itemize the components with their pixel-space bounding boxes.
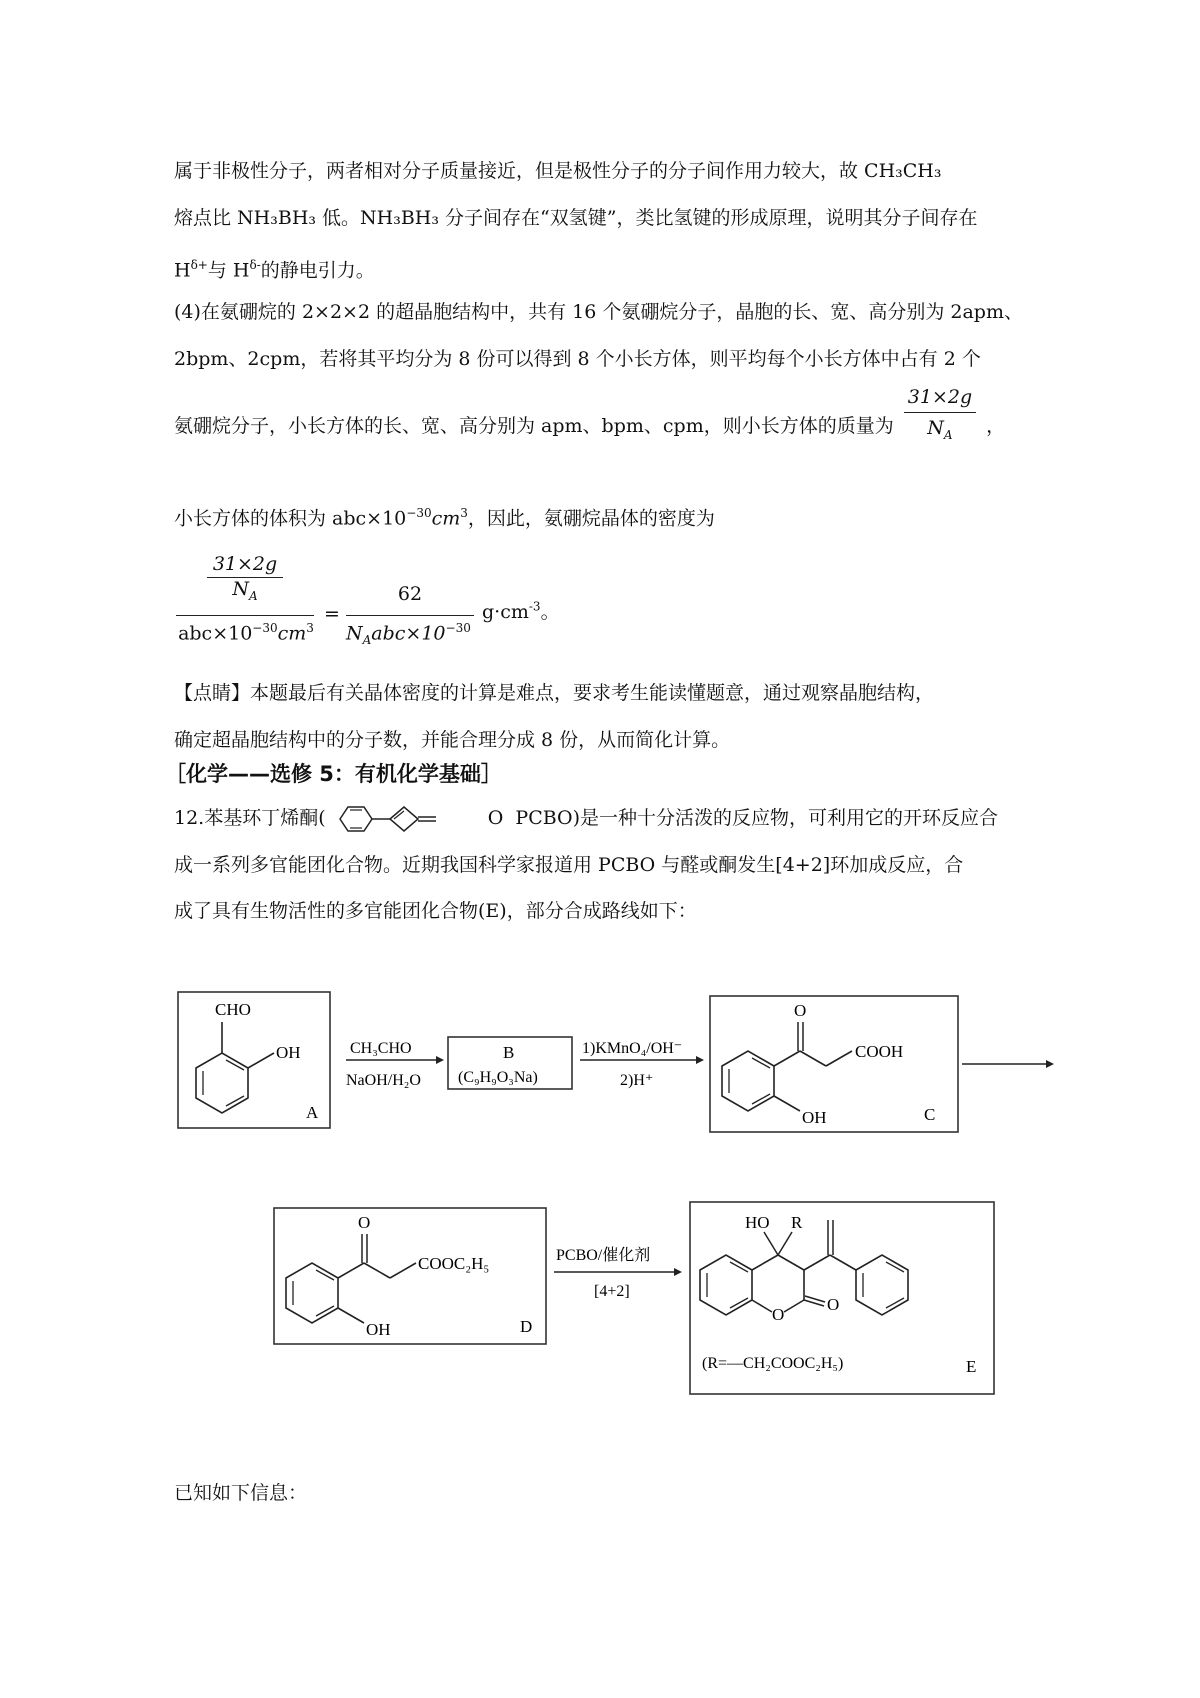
- svg-text:2)H⁺: 2)H⁺: [620, 1072, 654, 1089]
- compound-a: [178, 992, 330, 1128]
- compound-e: [690, 1202, 994, 1394]
- svg-text:O: O: [358, 1213, 371, 1232]
- pcbo-structure-icon: [332, 804, 482, 834]
- svg-text:COOH: COOH: [855, 1042, 904, 1061]
- paragraph-line-1: 属于非极性分子，两者相对分子质量接近，但是极性分子的分子间作用力较大，故 CH₃CH₃: [174, 160, 942, 182]
- density-bottom: $abc\times 10^{-30}cm^3$: [178, 621, 314, 645]
- question12-line-2: 成一系列多官能团化合物。近期我国科学家报道用 PCBO 与醛或酮发生[4+2]环加成反应，合: [174, 854, 964, 876]
- svg-text:OH: OH: [802, 1108, 827, 1127]
- reaction-scheme: [0, 980, 1200, 1440]
- svg-text:[4+2]: [4+2]: [594, 1283, 630, 1300]
- question12-line-1: 12.苯基环丁烯酮( O PCBO)是一种十分活泼的反应物，可利用它的开环反应合: [174, 804, 998, 834]
- compound-c: [710, 996, 958, 1132]
- arrow-1: [346, 1040, 444, 1089]
- compound-b: [448, 1037, 572, 1089]
- svg-text:O: O: [827, 1295, 840, 1314]
- svg-text:O: O: [772, 1305, 785, 1324]
- section-title: ［化学——选修 5：有机化学基础］: [165, 762, 502, 786]
- paragraph-line-2: 熔点比 NH₃BH₃ 低。NH₃BH₃ 分子间存在“双氢键”，类比氢键的形成原理，说明其分子间存在: [174, 207, 978, 229]
- density-top-num: 31×2g: [207, 553, 283, 578]
- svg-text:PCBO/催化剂: PCBO/催化剂: [556, 1247, 651, 1264]
- svg-text:E: E: [966, 1357, 977, 1376]
- svg-text:HO: HO: [745, 1213, 770, 1232]
- paragraph-line-5: 2bpm、2cpm，若将其平均分为 8 份可以得到 8 个小长方体，则平均每个小长方体中占有 2 个: [174, 348, 981, 370]
- svg-text:(C₉H₉O₃Na): (C₉H₉O₃Na): [458, 1069, 538, 1086]
- footer-line: 已知如下信息：: [174, 1482, 308, 1504]
- a-label: A: [306, 1103, 319, 1122]
- svg-text:O: O: [794, 1001, 807, 1020]
- svg-text:1)KMnO₄/OH⁻: 1)KMnO₄/OH⁻: [582, 1040, 683, 1057]
- svg-text:C: C: [924, 1105, 936, 1124]
- equals-sign: =: [324, 603, 340, 625]
- arrow-2: [580, 1040, 704, 1089]
- svg-text:COOC₂H₅: COOC₂H₅: [418, 1254, 490, 1273]
- mass-fraction: $\frac{31\times 2g}{N_A}$: [904, 384, 976, 448]
- compound-d: [274, 1208, 546, 1344]
- svg-text:R: R: [791, 1213, 803, 1232]
- a-cho: CHO: [215, 1000, 251, 1019]
- svg-text:D: D: [520, 1317, 533, 1336]
- question12-line-3: 成了具有生物活性的多官能团化合物(E)，部分合成路线如下：: [174, 900, 697, 922]
- arrow-continue: [962, 1060, 1054, 1068]
- a-oh: OH: [276, 1043, 301, 1062]
- density-right-num: 62: [397, 583, 423, 605]
- svg-text:CH₃CHO: CH₃CHO: [350, 1040, 412, 1057]
- note-line-2: 确定超晶胞结构中的分子数，并能合理分成 8 份，从而简化计算。: [174, 729, 731, 751]
- paragraph-line-4: (4)在氨硼烷的 2×2×2 的超晶胞结构中，共有 16 个氨硼烷分子，晶胞的长、宽、高分别为 2apm、: [174, 301, 1023, 323]
- paragraph-line-7: 小长方体的体积为 $abc\times 10^{-30}cm^3$，因此，氨硼烷晶体的密度为: [174, 506, 715, 530]
- density-formula: $\frac{31\times 2g}{N_A}$ $abc\times 10^{-30}cm^3$ = 62 $N_Aabc\times 10^{-30}$ $g\cdot cm^{-3}$。: [176, 553, 576, 663]
- note-line-1: 【点睛】本题最后有关晶体密度的计算是难点，要求考生能读懂题意，通过观察晶胞结构，: [174, 682, 935, 704]
- density-right-den: $N_Aabc\times 10^{-30}$: [346, 621, 471, 648]
- paragraph-line-3: $H^{\delta+}$与 $H^{\delta-}$的静电引力。: [174, 258, 375, 282]
- density-unit: $g\cdot cm^{-3}$。: [482, 599, 560, 623]
- svg-text:NaOH/H₂O: NaOH/H₂O: [346, 1072, 421, 1089]
- arrow-3: [554, 1245, 682, 1300]
- svg-text:OH: OH: [366, 1320, 391, 1339]
- paragraph-line-6: 氨硼烷分子，小长方体的长、宽、高分别为 apm、bpm、cpm，则小长方体的质量为 $\frac{31\times 2g}{N_A}$ ，: [174, 406, 1005, 448]
- svg-text:B: B: [503, 1043, 515, 1062]
- svg-text:(R=—CH₂COOC₂H₅): (R=—CH₂COOC₂H₅): [702, 1355, 844, 1372]
